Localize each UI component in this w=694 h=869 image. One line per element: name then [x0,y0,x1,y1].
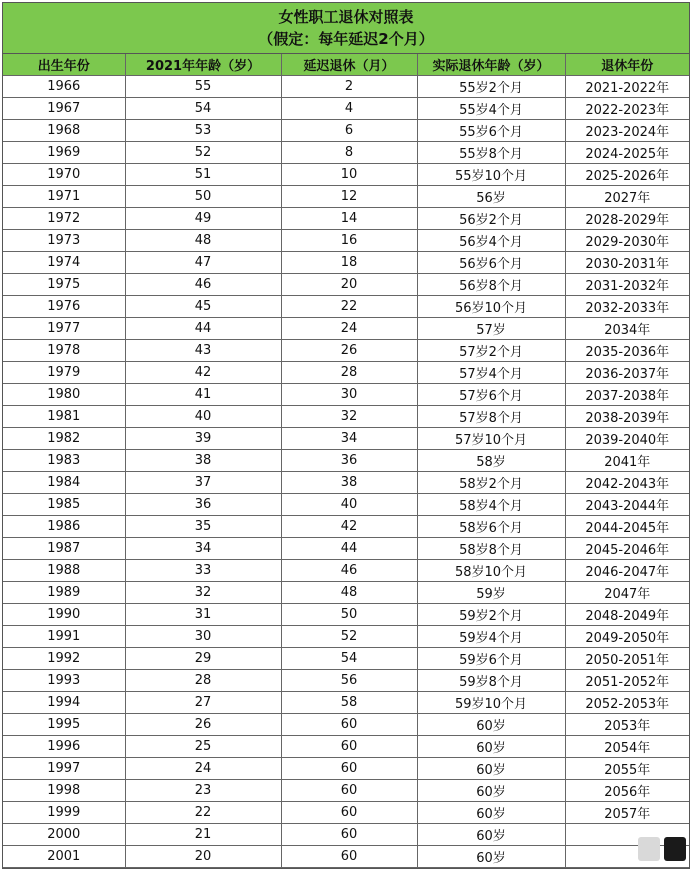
cell-age-2021: 30 [125,626,281,648]
cell-birth-year: 1967 [3,98,125,120]
cell-delay-months: 12 [281,186,417,208]
retirement-table-sheet [2,2,690,869]
table-row [3,186,689,208]
cell-delay-months: 32 [281,406,417,428]
cell-age-2021: 33 [125,560,281,582]
cell-age-2021: 32 [125,582,281,604]
cell-delay-months: 60 [281,758,417,780]
cell-age-2021: 34 [125,538,281,560]
cell-age-2021: 48 [125,230,281,252]
table-row [3,604,689,626]
cell-birth-year: 1989 [3,582,125,604]
cell-retire-year: 2023-2024年 [565,120,689,142]
cell-delay-months: 60 [281,736,417,758]
cell-birth-year: 1970 [3,164,125,186]
cell-retire-year: 2039-2040年 [565,428,689,450]
cell-actual-retire-age: 60岁 [417,824,565,846]
cell-birth-year: 2001 [3,846,125,868]
cell-retire-year: 2034年 [565,318,689,340]
cell-retire-year: 2053年 [565,714,689,736]
cell-age-2021: 55 [125,76,281,98]
cell-birth-year: 1972 [3,208,125,230]
cell-delay-months: 30 [281,384,417,406]
cell-birth-year: 2000 [3,824,125,846]
cell-delay-months: 10 [281,164,417,186]
cell-delay-months: 14 [281,208,417,230]
cell-birth-year: 1993 [3,670,125,692]
cell-retire-year: 2032-2033年 [565,296,689,318]
cell-delay-months: 58 [281,692,417,714]
table-row [3,736,689,758]
cell-actual-retire-age: 56岁6个月 [417,252,565,274]
cell-delay-months: 24 [281,318,417,340]
cell-delay-months: 36 [281,450,417,472]
cell-retire-year: 2031-2032年 [565,274,689,296]
cell-delay-months: 60 [281,846,417,868]
table-subtitle: （假定：每年延迟2个月） [258,30,434,48]
cell-retire-year: 2024-2025年 [565,142,689,164]
table-row [3,296,689,318]
cell-birth-year: 1992 [3,648,125,670]
cell-birth-year: 1983 [3,450,125,472]
cell-age-2021: 23 [125,780,281,802]
cell-birth-year: 1990 [3,604,125,626]
table-row [3,802,689,824]
cell-retire-year: 2022-2023年 [565,98,689,120]
cell-birth-year: 1997 [3,758,125,780]
table-row [3,230,689,252]
cell-age-2021: 39 [125,428,281,450]
cell-actual-retire-age: 59岁6个月 [417,648,565,670]
cell-delay-months: 48 [281,582,417,604]
cell-actual-retire-age: 55岁2个月 [417,76,565,98]
cell-birth-year: 1973 [3,230,125,252]
cell-age-2021: 21 [125,824,281,846]
cell-actual-retire-age: 58岁8个月 [417,538,565,560]
cell-birth-year: 1981 [3,406,125,428]
table-row [3,98,689,120]
cell-delay-months: 44 [281,538,417,560]
cell-actual-retire-age: 57岁2个月 [417,340,565,362]
table-row [3,582,689,604]
watermark-blocks [616,834,686,864]
cell-birth-year: 1999 [3,802,125,824]
cell-age-2021: 31 [125,604,281,626]
cell-age-2021: 41 [125,384,281,406]
cell-actual-retire-age: 56岁8个月 [417,274,565,296]
cell-actual-retire-age: 60岁 [417,802,565,824]
cell-actual-retire-age: 59岁4个月 [417,626,565,648]
column-header-retire-year: 退休年份 [565,54,689,76]
cell-age-2021: 24 [125,758,281,780]
cell-delay-months: 4 [281,98,417,120]
cell-actual-retire-age: 59岁8个月 [417,670,565,692]
table-row [3,648,689,670]
cell-delay-months: 50 [281,604,417,626]
title-block [3,3,689,54]
cell-age-2021: 44 [125,318,281,340]
cell-retire-year: 2057年 [565,802,689,824]
cell-retire-year: 2045-2046年 [565,538,689,560]
cell-age-2021: 54 [125,98,281,120]
cell-age-2021: 43 [125,340,281,362]
table-row [3,516,689,538]
cell-actual-retire-age: 57岁4个月 [417,362,565,384]
cell-delay-months: 20 [281,274,417,296]
cell-age-2021: 53 [125,120,281,142]
cell-birth-year: 1976 [3,296,125,318]
cell-delay-months: 8 [281,142,417,164]
cell-retire-year: 2056年 [565,780,689,802]
cell-actual-retire-age: 55岁4个月 [417,98,565,120]
table-row [3,780,689,802]
cell-birth-year: 1998 [3,780,125,802]
cell-actual-retire-age: 58岁6个月 [417,516,565,538]
cell-delay-months: 22 [281,296,417,318]
cell-delay-months: 52 [281,626,417,648]
table-row [3,670,689,692]
cell-delay-months: 38 [281,472,417,494]
table-row [3,252,689,274]
table-body [3,76,689,868]
cell-retire-year: 2051-2052年 [565,670,689,692]
cell-retire-year: 2042-2043年 [565,472,689,494]
cell-age-2021: 26 [125,714,281,736]
cell-actual-retire-age: 58岁4个月 [417,494,565,516]
cell-delay-months: 46 [281,560,417,582]
cell-actual-retire-age: 58岁10个月 [417,560,565,582]
table-row [3,560,689,582]
table-row [3,274,689,296]
table-row [3,494,689,516]
table-row [3,164,689,186]
column-header-actual-retire-age: 实际退休年龄（岁） [417,54,565,76]
cell-age-2021: 46 [125,274,281,296]
cell-retire-year: 2030-2031年 [565,252,689,274]
cell-retire-year: 2038-2039年 [565,406,689,428]
cell-actual-retire-age: 60岁 [417,780,565,802]
table-row [3,846,689,868]
cell-retire-year: 2048-2049年 [565,604,689,626]
cell-actual-retire-age: 55岁8个月 [417,142,565,164]
header-row [3,54,689,76]
cell-retire-year: 2049-2050年 [565,626,689,648]
cell-age-2021: 45 [125,296,281,318]
cell-actual-retire-age: 56岁 [417,186,565,208]
cell-retire-year: 2044-2045年 [565,516,689,538]
cell-delay-months: 60 [281,824,417,846]
cell-delay-months: 34 [281,428,417,450]
cell-delay-months: 60 [281,780,417,802]
cell-actual-retire-age: 60岁 [417,846,565,868]
cell-age-2021: 52 [125,142,281,164]
cell-actual-retire-age: 60岁 [417,736,565,758]
cell-birth-year: 1978 [3,340,125,362]
cell-age-2021: 38 [125,450,281,472]
cell-delay-months: 28 [281,362,417,384]
cell-birth-year: 1982 [3,428,125,450]
table-row [3,714,689,736]
table-row [3,758,689,780]
cell-actual-retire-age: 55岁10个月 [417,164,565,186]
cell-birth-year: 1974 [3,252,125,274]
cell-retire-year: 2037-2038年 [565,384,689,406]
cell-age-2021: 20 [125,846,281,868]
cell-birth-year: 1977 [3,318,125,340]
column-header-age-2021: 2021年年龄（岁） [125,54,281,76]
cell-age-2021: 27 [125,692,281,714]
table-row [3,142,689,164]
table-row [3,472,689,494]
cell-birth-year: 1987 [3,538,125,560]
table-row [3,384,689,406]
table-row [3,692,689,714]
cell-retire-year: 2041年 [565,450,689,472]
cell-age-2021: 37 [125,472,281,494]
cell-age-2021: 28 [125,670,281,692]
cell-delay-months: 40 [281,494,417,516]
cell-actual-retire-age: 59岁 [417,582,565,604]
cell-actual-retire-age: 55岁6个月 [417,120,565,142]
cell-delay-months: 2 [281,76,417,98]
table-row [3,340,689,362]
cell-actual-retire-age: 56岁2个月 [417,208,565,230]
retirement-table [3,54,689,868]
cell-birth-year: 1995 [3,714,125,736]
cell-actual-retire-age: 58岁2个月 [417,472,565,494]
cell-actual-retire-age: 57岁10个月 [417,428,565,450]
cell-birth-year: 1971 [3,186,125,208]
cell-actual-retire-age: 59岁2个月 [417,604,565,626]
cell-delay-months: 42 [281,516,417,538]
cell-retire-year: 2028-2029年 [565,208,689,230]
cell-retire-year: 2021-2022年 [565,76,689,98]
cell-age-2021: 35 [125,516,281,538]
cell-birth-year: 1966 [3,76,125,98]
cell-retire-year: 2029-2030年 [565,230,689,252]
cell-actual-retire-age: 56岁10个月 [417,296,565,318]
cell-birth-year: 1969 [3,142,125,164]
cell-birth-year: 1991 [3,626,125,648]
cell-delay-months: 56 [281,670,417,692]
cell-retire-year: 2036-2037年 [565,362,689,384]
cell-delay-months: 60 [281,714,417,736]
column-header-delay-months: 延迟退休（月） [281,54,417,76]
cell-age-2021: 40 [125,406,281,428]
cell-age-2021: 42 [125,362,281,384]
cell-age-2021: 36 [125,494,281,516]
cell-actual-retire-age: 60岁 [417,758,565,780]
cell-age-2021: 47 [125,252,281,274]
cell-birth-year: 1994 [3,692,125,714]
cell-age-2021: 49 [125,208,281,230]
cell-delay-months: 18 [281,252,417,274]
table-row [3,76,689,98]
cell-age-2021: 25 [125,736,281,758]
watermark-block-dark [664,837,686,861]
table-row [3,318,689,340]
cell-retire-year: 2025-2026年 [565,164,689,186]
cell-birth-year: 1984 [3,472,125,494]
table-row [3,450,689,472]
cell-retire-year: 2054年 [565,736,689,758]
cell-retire-year: 2052-2053年 [565,692,689,714]
cell-retire-year: 2035-2036年 [565,340,689,362]
cell-age-2021: 50 [125,186,281,208]
table-row [3,538,689,560]
cell-birth-year: 1980 [3,384,125,406]
table-row [3,120,689,142]
cell-delay-months: 54 [281,648,417,670]
cell-birth-year: 1988 [3,560,125,582]
cell-actual-retire-age: 57岁6个月 [417,384,565,406]
cell-actual-retire-age: 57岁 [417,318,565,340]
column-header-birth-year: 出生年份 [3,54,125,76]
table-row [3,824,689,846]
cell-birth-year: 1996 [3,736,125,758]
cell-retire-year: 2055年 [565,758,689,780]
cell-birth-year: 1975 [3,274,125,296]
table-row [3,406,689,428]
table-row [3,428,689,450]
cell-retire-year: 2047年 [565,582,689,604]
cell-age-2021: 51 [125,164,281,186]
cell-birth-year: 1968 [3,120,125,142]
cell-birth-year: 1985 [3,494,125,516]
cell-birth-year: 1986 [3,516,125,538]
table-row [3,362,689,384]
cell-age-2021: 22 [125,802,281,824]
cell-delay-months: 6 [281,120,417,142]
table-row [3,208,689,230]
cell-actual-retire-age: 59岁10个月 [417,692,565,714]
cell-delay-months: 16 [281,230,417,252]
cell-retire-year: 2046-2047年 [565,560,689,582]
cell-age-2021: 29 [125,648,281,670]
table-row [3,626,689,648]
cell-retire-year: 2050-2051年 [565,648,689,670]
cell-delay-months: 26 [281,340,417,362]
cell-actual-retire-age: 57岁8个月 [417,406,565,428]
cell-delay-months: 60 [281,802,417,824]
cell-retire-year: 2027年 [565,186,689,208]
cell-actual-retire-age: 60岁 [417,714,565,736]
cell-retire-year: 2043-2044年 [565,494,689,516]
table-title: 女性职工退休对照表 [278,8,414,26]
cell-actual-retire-age: 56岁4个月 [417,230,565,252]
watermark-block-light [638,837,660,861]
cell-actual-retire-age: 58岁 [417,450,565,472]
cell-birth-year: 1979 [3,362,125,384]
